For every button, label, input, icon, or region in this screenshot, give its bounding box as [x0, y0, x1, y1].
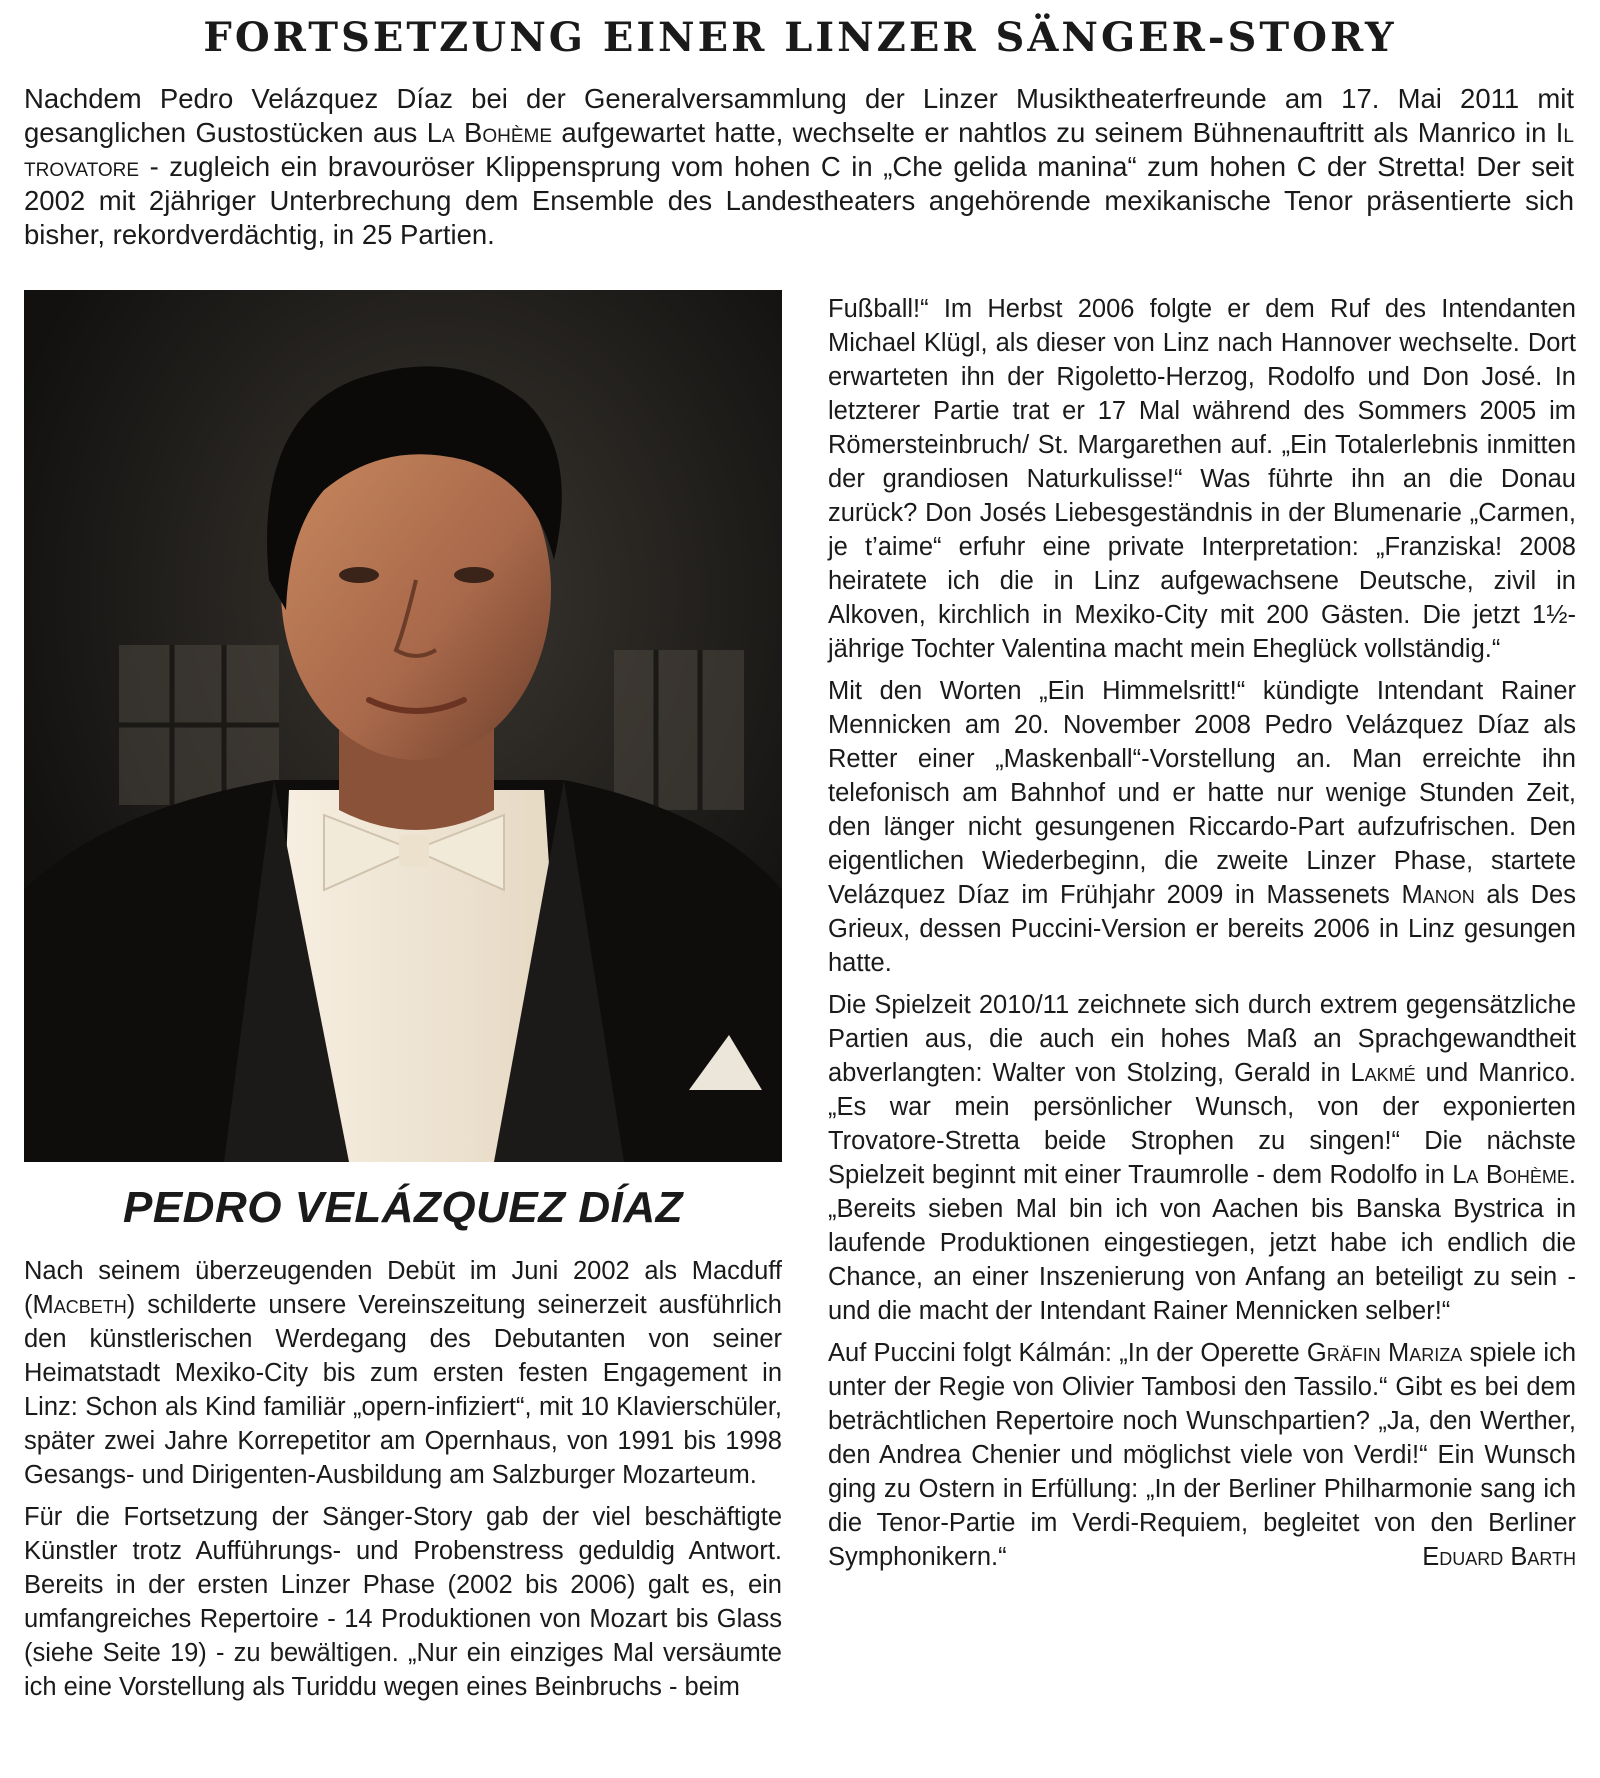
work-title: Lakmé [1350, 1059, 1416, 1087]
text-run: Nachdem Pedro Velázquez Díaz bei der Generalversammlung der Linzer Musiktheaterfreunde am 17. Mai 2011 mit gesanglichen Gustostücken aus [24, 83, 1574, 148]
work-title: Manon [1401, 881, 1475, 909]
text-run: Nach seinem überzeugenden Debüt im Juni 2002 als Macduff ( [24, 1257, 782, 1319]
article-paragraph [828, 1336, 1576, 1574]
text-run: Für die Fortsetzung der Sänger-Story gab der viel beschäftigte Künstler trotz Aufführungs- und Probenstress geduldig Antwort. Bereits in der ersten Linzer Phase (2002 bis 2006) galt es, ein umfangreiches Repertoire - 14 Produktionen von Mozart bis Glass (siehe Seite 19) - zu bewältigen. „Nur ein einziges Mal versäumte ich eine Vorstellung als Turiddu wegen eines Beinbruchs - beim [24, 1503, 782, 1701]
work-title: Il trovatore [24, 117, 1574, 182]
article-paragraph [828, 292, 1576, 666]
text-run: . „Bereits sieben Mal bin ich von Aachen bis Banska Bystrica in laufende Produktionen eingestiegen, jetzt habe ich endlich die Chance, an einer Inszenierung von Anfang an beteiligt zu sein - und die macht der Intendant Rainer Mennicken selber!“ [828, 1161, 1576, 1325]
text-run: aufgewartet hatte, wechselte er nahtlos zu seinem Bühnenauftritt als Manrico in [552, 117, 1556, 148]
article-paragraph [828, 988, 1576, 1328]
article-paragraph [24, 1254, 782, 1492]
text-run: Auf Puccini folgt Kálmán: „In der Operette [828, 1339, 1307, 1367]
text-run: Die Spielzeit 2010/11 zeichnete sich durch extrem gegensätzliche Partien aus, die auch ein hohes Maß an Sprachgewandtheit abverlangten: Walter von Stolzing, Gerald in [828, 991, 1576, 1087]
author-name: Eduard Barth [1422, 1543, 1576, 1571]
text-run: spiele ich unter der Regie von Olivier Tambosi den Tassilo.“ Gibt es bei dem beträchtlichen Repertoire noch Wunschpartien? „Ja, den Werther, den Andrea Chenier und möglichst viele von Verdi!“ Ein Wunsch ging zu Ostern in Erfüllung: „In der Berliner Philharmonie sang ich die Tenor-Partie im Verdi-Requiem, begleitet von den Berliner Symphonikern.“ [828, 1339, 1576, 1571]
intro-paragraph [24, 82, 1574, 252]
work-title: Gräfin Mariza [1306, 1339, 1463, 1367]
text-run: Mit den Worten „Ein Himmelsritt!“ kündigte Intendant Rainer Mennicken am 20. November 2008 Pedro Velázquez Díaz als Retter einer „Maskenball“-Vorstellung an. Man erreichte ihn telefonisch am Bahnhof und er hatte nur wenige Stunden Zeit, den länger nicht gesungenen Riccardo-Part aufzufrischen. Den eigentlichen Wiederbeginn, die zweite Linzer Phase, startete Velázquez Díaz im Frühjahr 2009 in Massenets [828, 677, 1576, 909]
article-headline: FORTSETZUNG EINER LINZER SÄNGER-STORY [203, 14, 1397, 61]
text-run: Fußball!“ Im Herbst 2006 folgte er dem Ruf des Intendanten Michael Klügl, als dieser von Linz nach Hannover wechselte. Dort erwarteten ihn der Rigoletto-Herzog, Rodolfo und Don José. In letzterer Partie trat er 17 Mal während des Sommers 2005 im Römersteinbruch/ St. Margarethen auf. „Ein Totalerlebnis inmitten der grandiosen Naturkulisse!“ Was führte ihn an die Donau zurück? Don Josés Liebesgeständnis in der Blumenarie „Carmen, je t’aime“ erfuhr eine private Interpretation: „Franziska! 2008 heiratete ich die in Linz aufgewachsene Deutsche, zivil in Alkoven, kirchlich in Mexiko-City mit 200 Gästen. Die jetzt 1½-jährige Tochter Valentina macht mein Eheglück vollständig.“ [828, 295, 1576, 663]
article-paragraph [24, 1500, 782, 1704]
text-run: und Manrico. „Es war mein persönlicher Wunsch, von der exponierten Trovatore-Stretta beide Strophen zu singen!“ Die nächste Spielzeit beginnt mit einer Traumrolle - dem Rodolfo in [828, 1059, 1576, 1189]
portrait-photo [24, 290, 782, 1162]
right-column [828, 292, 1576, 1582]
left-column [24, 1254, 782, 1712]
text-run: ) schilderte unsere Vereinszeitung seinerzeit ausführlich den künstlerischen Werdegang des Debutanten von seiner Heimatstadt Mexiko-City bis zum ersten festen Engagement in Linz: Schon als Kind familiär „opern-infiziert“, mit 10 Klavierschüler, später zwei Jahre Korrepetitor am Opernhaus, von 1991 bis 1998 Gesangs- und Dirigenten-Ausbildung am Salzburger Mozarteum. [24, 1291, 782, 1489]
work-title: La Bohème [1452, 1161, 1569, 1189]
photo-caption: PEDRO VELÁZQUEZ DÍAZ [122, 1183, 684, 1232]
text-run: als Des Grieux, dessen Puccini-Version er bereits 2006 in Linz gesungen hatte. [828, 881, 1576, 977]
work-title: Macbeth [32, 1291, 127, 1319]
text-run: - zugleich ein bravouröser Klippensprung vom hohen C in „Che gelida manina“ zum hohen C der Stretta! Der seit 2002 mit 2jähriger Unterbrechung dem Ensemble des Landestheaters angehörende mexikanische Tenor präsentierte sich bisher, rekordverdächtig, in 25 Partien. [24, 151, 1574, 250]
article-paragraph [828, 674, 1576, 980]
work-title: La Bohème [426, 117, 553, 148]
